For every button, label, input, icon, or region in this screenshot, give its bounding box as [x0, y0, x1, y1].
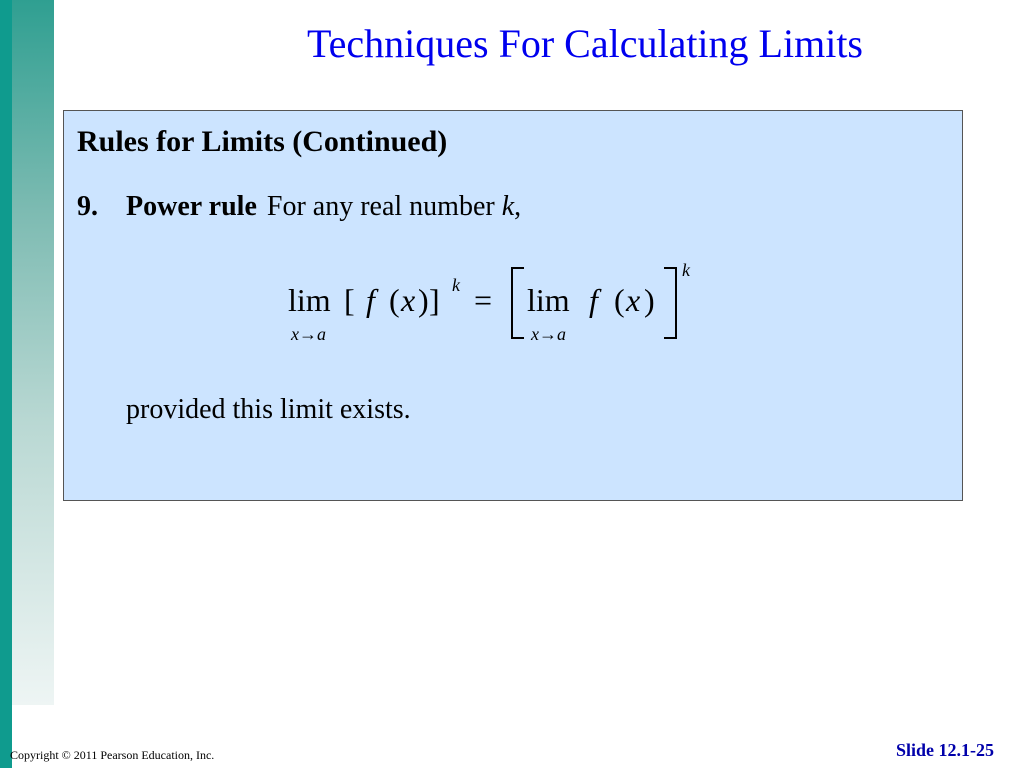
rule-line	[77, 191, 521, 223]
f-right: f	[589, 282, 598, 318]
side-accent-bar	[0, 0, 12, 768]
paren-close-right: )	[644, 282, 655, 318]
slide-title: Techniques For Calculating Limits	[307, 21, 863, 66]
box-heading: Rules for Limits (Continued)	[77, 125, 448, 158]
lim-right: lim	[527, 282, 570, 318]
side-gradient-strip	[12, 0, 54, 705]
big-bracket-left	[512, 268, 524, 338]
x-left: x	[401, 282, 416, 318]
paren-close-left: )	[418, 282, 429, 318]
copyright-text: Copyright © 2011 Pearson Education, Inc.	[10, 748, 215, 762]
exp-right: k	[682, 260, 690, 280]
big-bracket-right	[664, 268, 676, 338]
lim-left-sub: x→a	[291, 324, 326, 344]
rule-punct: ,	[514, 191, 522, 222]
equals-sign: =	[474, 282, 493, 318]
lim-left: lim	[288, 282, 331, 318]
rule-text: For any real number	[266, 191, 502, 222]
paren-open-left: (	[389, 282, 400, 318]
f-left: f	[366, 282, 375, 318]
power-rule-formula	[64, 256, 964, 356]
formula-svg	[64, 256, 964, 356]
rule-name: Power rule	[126, 191, 257, 222]
x-right: x	[626, 282, 641, 318]
bracket-open-left: [	[344, 282, 355, 318]
paren-open-right: (	[614, 282, 625, 318]
slide-number: Slide 12.1-25	[895, 740, 994, 760]
rule-variable: k	[501, 191, 515, 222]
rule-number: 9.	[77, 191, 98, 222]
exp-left: k	[452, 275, 460, 295]
provided-text: provided this limit exists.	[126, 394, 411, 425]
bracket-close-left: ]	[429, 282, 440, 318]
content-box	[63, 110, 963, 501]
lim-right-sub: x→a	[531, 324, 566, 344]
